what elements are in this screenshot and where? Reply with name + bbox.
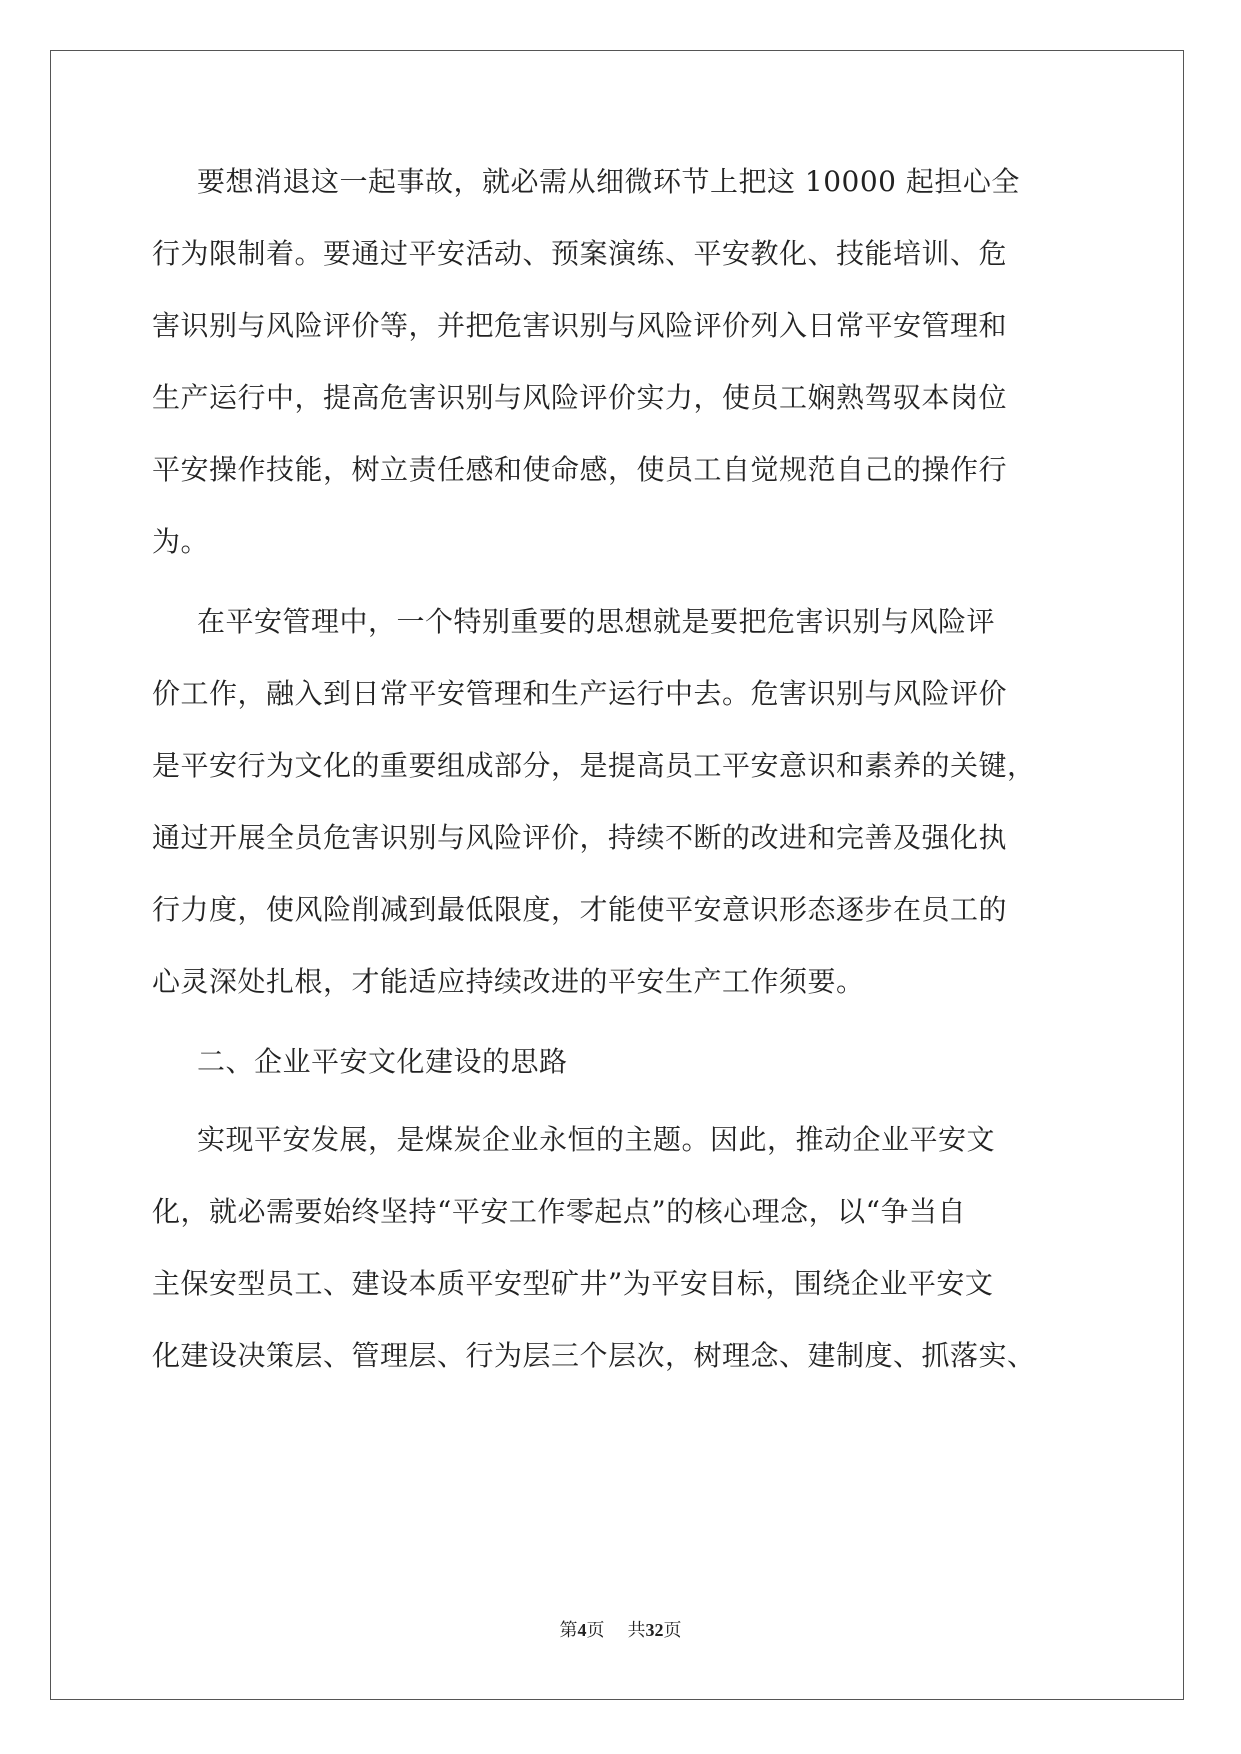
text-line: 为。 xyxy=(152,525,210,558)
text-line: 害识别与风险评价等，并把危害识别与风险评价列入日常平安管理和 xyxy=(152,309,1008,342)
text-line: 生产运行中，提高危害识别与风险评价实力，使员工娴熟驾驭本岗位 xyxy=(152,381,1008,414)
text-line: 价工作，融入到日常平安管理和生产运行中去。危害识别与风险评价 xyxy=(152,677,1008,710)
text-line: 行力度，使风险削减到最低限度，才能使平安意识形态逐步在员工的 xyxy=(152,893,1008,926)
page-border xyxy=(50,50,1184,1700)
text-line: 是平安行为文化的重要组成部分，是提高员工平安意识和素养的关键， xyxy=(152,749,1036,782)
text-line: 实现平安发展，是煤炭企业永恒的主题。因此，推动企业平安文 xyxy=(197,1123,996,1156)
text-line: 心灵深处扎根，才能适应持续改进的平安生产工作须要。 xyxy=(152,965,865,998)
footer-prefix: 第 xyxy=(559,1620,578,1641)
text-line: 主保安型员工、建设本质平安型矿井”为平安目标，围绕企业平安文 xyxy=(152,1267,994,1300)
footer-total-suffix: 页 xyxy=(663,1620,682,1641)
text-line: 行为限制着。要通过平安活动、预案演练、平安教化、技能培训、危 xyxy=(152,237,1008,270)
text-line: 在平安管理中，一个特别重要的思想就是要把危害识别与风险评 xyxy=(197,605,996,638)
footer-page-suffix: 页 xyxy=(586,1620,605,1641)
page-number: 4 xyxy=(577,1620,587,1640)
text-line: 化，就必需要始终坚持“平安工作零起点”的核心理念，以“争当自 xyxy=(152,1195,966,1228)
text-line: 平安操作技能，树立责任感和使命感，使员工自觉规范自己的操作行 xyxy=(152,453,1008,486)
section-heading: 二、企业平安文化建设的思路 xyxy=(197,1045,568,1078)
page-footer xyxy=(0,1618,1241,1643)
text-line: 要想消退这一起事故，就必需从细微环节上把这 10000 起担心全 xyxy=(197,165,1020,198)
total-pages: 32 xyxy=(645,1620,664,1640)
text-line: 化建设决策层、管理层、行为层三个层次，树理念、建制度、抓落实、 xyxy=(152,1339,1036,1372)
footer-total-prefix: 共 xyxy=(627,1620,646,1641)
text-line: 通过开展全员危害识别与风险评价，持续不断的改进和完善及强化执 xyxy=(152,821,1008,854)
